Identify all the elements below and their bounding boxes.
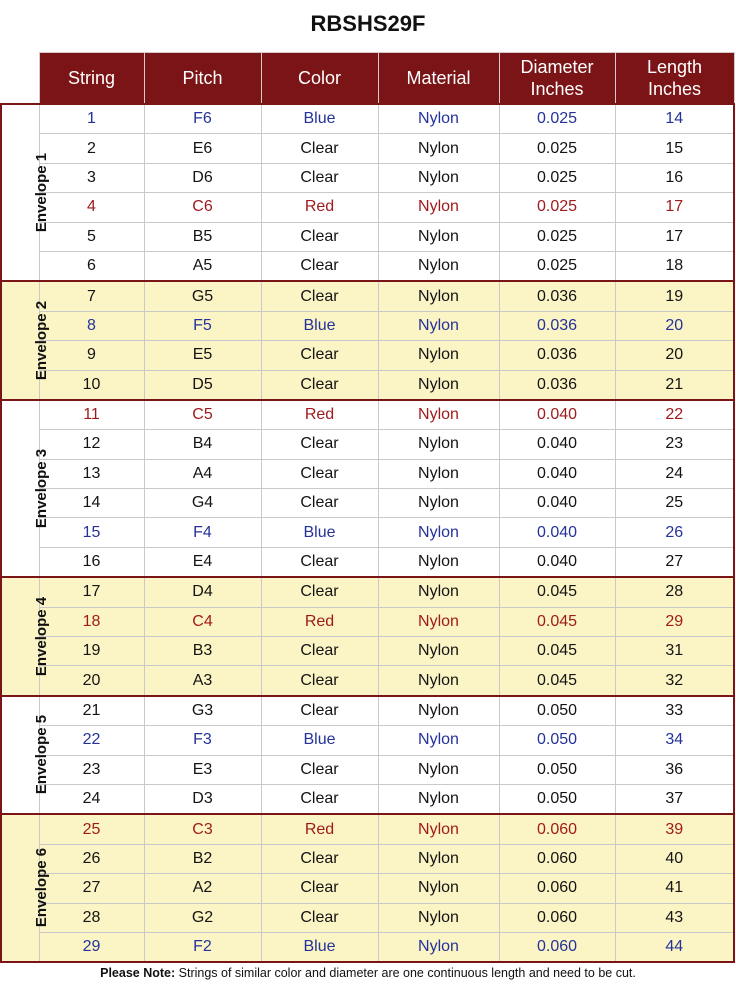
envelope-label: Envelope 6 bbox=[33, 848, 51, 928]
cell-color: Blue bbox=[261, 518, 378, 547]
cell-material: Nylon bbox=[378, 844, 499, 873]
header-string: String bbox=[39, 53, 144, 105]
header-diameter bbox=[499, 53, 615, 105]
cell-material: Nylon bbox=[378, 932, 499, 962]
cell-diameter: 0.040 bbox=[499, 459, 615, 488]
header-color: Color bbox=[261, 53, 378, 105]
header-row bbox=[1, 53, 734, 105]
cell-color: Clear bbox=[261, 696, 378, 726]
cell-length: 23 bbox=[615, 430, 734, 459]
cell-pitch: C3 bbox=[144, 814, 261, 844]
cell-color: Clear bbox=[261, 370, 378, 400]
cell-length: 26 bbox=[615, 518, 734, 547]
cell-string: 3 bbox=[39, 163, 144, 192]
cell-pitch: D6 bbox=[144, 163, 261, 192]
cell-material: Nylon bbox=[378, 193, 499, 222]
cell-length: 17 bbox=[615, 222, 734, 251]
cell-pitch: G4 bbox=[144, 489, 261, 518]
header-pitch: Pitch bbox=[144, 53, 261, 105]
cell-string: 2 bbox=[39, 134, 144, 163]
envelope-group-label bbox=[1, 281, 51, 400]
cell-length: 28 bbox=[615, 577, 734, 607]
envelope-group-label bbox=[1, 104, 51, 281]
cell-color: Red bbox=[261, 814, 378, 844]
cell-diameter: 0.025 bbox=[499, 134, 615, 163]
cell-diameter: 0.060 bbox=[499, 903, 615, 932]
header-diameter-line1: Diameter bbox=[520, 57, 594, 77]
cell-color: Clear bbox=[261, 341, 378, 370]
table-row bbox=[1, 400, 734, 430]
envelope-group-label bbox=[1, 400, 51, 577]
cell-diameter: 0.040 bbox=[499, 489, 615, 518]
cell-length: 20 bbox=[615, 341, 734, 370]
cell-material: Nylon bbox=[378, 874, 499, 903]
cell-length: 16 bbox=[615, 163, 734, 192]
envelope-group-label bbox=[1, 696, 51, 815]
cell-color: Clear bbox=[261, 459, 378, 488]
cell-length: 34 bbox=[615, 726, 734, 755]
cell-pitch: F6 bbox=[144, 104, 261, 134]
cell-pitch: F3 bbox=[144, 726, 261, 755]
cell-string: 6 bbox=[39, 251, 144, 281]
cell-string: 16 bbox=[39, 547, 144, 577]
cell-color: Clear bbox=[261, 844, 378, 873]
cell-diameter: 0.025 bbox=[499, 193, 615, 222]
cell-pitch: B5 bbox=[144, 222, 261, 251]
table-row bbox=[1, 547, 734, 577]
cell-length: 14 bbox=[615, 104, 734, 134]
cell-diameter: 0.045 bbox=[499, 607, 615, 636]
cell-pitch: A3 bbox=[144, 666, 261, 696]
cell-color: Clear bbox=[261, 547, 378, 577]
cell-diameter: 0.045 bbox=[499, 637, 615, 666]
table-row bbox=[1, 193, 734, 222]
cell-color: Clear bbox=[261, 903, 378, 932]
header-diameter-line2: Inches bbox=[530, 79, 584, 99]
cell-material: Nylon bbox=[378, 104, 499, 134]
cell-diameter: 0.025 bbox=[499, 251, 615, 281]
cell-pitch: F5 bbox=[144, 311, 261, 340]
cell-pitch: E6 bbox=[144, 134, 261, 163]
cell-diameter: 0.025 bbox=[499, 163, 615, 192]
footnote-lead: Please Note: bbox=[100, 966, 176, 980]
table-row bbox=[1, 755, 734, 784]
table-row bbox=[1, 844, 734, 873]
cell-material: Nylon bbox=[378, 311, 499, 340]
cell-color: Clear bbox=[261, 577, 378, 607]
cell-pitch: B3 bbox=[144, 637, 261, 666]
cell-color: Clear bbox=[261, 666, 378, 696]
cell-material: Nylon bbox=[378, 341, 499, 370]
cell-pitch: C6 bbox=[144, 193, 261, 222]
cell-pitch: D5 bbox=[144, 370, 261, 400]
table-row bbox=[1, 163, 734, 192]
cell-length: 25 bbox=[615, 489, 734, 518]
cell-length: 44 bbox=[615, 932, 734, 962]
cell-string: 25 bbox=[39, 814, 144, 844]
header-length-line2: Inches bbox=[647, 79, 702, 99]
cell-diameter: 0.036 bbox=[499, 370, 615, 400]
cell-length: 36 bbox=[615, 755, 734, 784]
string-chart bbox=[0, 52, 733, 963]
table-row bbox=[1, 932, 734, 962]
cell-diameter: 0.050 bbox=[499, 696, 615, 726]
cell-string: 23 bbox=[39, 755, 144, 784]
cell-color: Clear bbox=[261, 430, 378, 459]
envelope-group-label bbox=[1, 814, 51, 962]
cell-string: 18 bbox=[39, 607, 144, 636]
cell-material: Nylon bbox=[378, 696, 499, 726]
table-row bbox=[1, 430, 734, 459]
cell-color: Clear bbox=[261, 489, 378, 518]
header-length bbox=[615, 53, 734, 105]
cell-color: Red bbox=[261, 400, 378, 430]
cell-length: 37 bbox=[615, 784, 734, 814]
cell-material: Nylon bbox=[378, 637, 499, 666]
cell-diameter: 0.050 bbox=[499, 755, 615, 784]
cell-material: Nylon bbox=[378, 814, 499, 844]
table-row bbox=[1, 726, 734, 755]
cell-diameter: 0.036 bbox=[499, 281, 615, 311]
table-row bbox=[1, 251, 734, 281]
cell-pitch: D3 bbox=[144, 784, 261, 814]
cell-string: 17 bbox=[39, 577, 144, 607]
footnote-text: Strings of similar color and diameter are one continuous length and need to be cut. bbox=[175, 966, 636, 980]
cell-material: Nylon bbox=[378, 251, 499, 281]
cell-string: 5 bbox=[39, 222, 144, 251]
envelope-label: Envelope 1 bbox=[33, 152, 51, 232]
table-row bbox=[1, 222, 734, 251]
cell-length: 32 bbox=[615, 666, 734, 696]
table-row bbox=[1, 874, 734, 903]
cell-diameter: 0.045 bbox=[499, 666, 615, 696]
cell-pitch: E3 bbox=[144, 755, 261, 784]
cell-string: 8 bbox=[39, 311, 144, 340]
cell-string: 24 bbox=[39, 784, 144, 814]
cell-diameter: 0.060 bbox=[499, 844, 615, 873]
cell-diameter: 0.036 bbox=[499, 341, 615, 370]
envelope-label: Envelope 5 bbox=[33, 714, 51, 795]
cell-material: Nylon bbox=[378, 903, 499, 932]
cell-string: 11 bbox=[39, 400, 144, 430]
cell-pitch: F2 bbox=[144, 932, 261, 962]
table-row bbox=[1, 104, 734, 134]
cell-diameter: 0.060 bbox=[499, 932, 615, 962]
cell-color: Clear bbox=[261, 134, 378, 163]
cell-color: Blue bbox=[261, 311, 378, 340]
cell-string: 1 bbox=[39, 104, 144, 134]
header-length-line1: Length bbox=[646, 57, 703, 77]
cell-length: 20 bbox=[615, 311, 734, 340]
page-title: RBSHS29F bbox=[310, 11, 426, 36]
table-row bbox=[1, 637, 734, 666]
table-row bbox=[1, 666, 734, 696]
cell-length: 39 bbox=[615, 814, 734, 844]
cell-material: Nylon bbox=[378, 577, 499, 607]
cell-length: 21 bbox=[615, 370, 734, 400]
cell-material: Nylon bbox=[378, 134, 499, 163]
header-corner bbox=[1, 53, 39, 105]
cell-diameter: 0.060 bbox=[499, 874, 615, 903]
table-row bbox=[1, 518, 734, 547]
cell-length: 29 bbox=[615, 607, 734, 636]
string-table bbox=[0, 52, 735, 963]
cell-pitch: G3 bbox=[144, 696, 261, 726]
cell-string: 20 bbox=[39, 666, 144, 696]
cell-diameter: 0.060 bbox=[499, 814, 615, 844]
cell-color: Clear bbox=[261, 222, 378, 251]
table-row bbox=[1, 784, 734, 814]
table-row bbox=[1, 489, 734, 518]
table-row bbox=[1, 281, 734, 311]
cell-string: 27 bbox=[39, 874, 144, 903]
cell-pitch: A4 bbox=[144, 459, 261, 488]
cell-length: 27 bbox=[615, 547, 734, 577]
cell-material: Nylon bbox=[378, 222, 499, 251]
cell-length: 33 bbox=[615, 696, 734, 726]
cell-diameter: 0.045 bbox=[499, 577, 615, 607]
cell-color: Clear bbox=[261, 163, 378, 192]
table-body bbox=[1, 104, 734, 962]
cell-material: Nylon bbox=[378, 489, 499, 518]
table-row bbox=[1, 577, 734, 607]
cell-string: 28 bbox=[39, 903, 144, 932]
footnote bbox=[0, 966, 736, 980]
cell-color: Red bbox=[261, 193, 378, 222]
cell-pitch: G5 bbox=[144, 281, 261, 311]
cell-color: Blue bbox=[261, 932, 378, 962]
table-row bbox=[1, 311, 734, 340]
cell-string: 14 bbox=[39, 489, 144, 518]
cell-pitch: C5 bbox=[144, 400, 261, 430]
cell-length: 22 bbox=[615, 400, 734, 430]
cell-diameter: 0.040 bbox=[499, 547, 615, 577]
cell-material: Nylon bbox=[378, 726, 499, 755]
cell-color: Red bbox=[261, 607, 378, 636]
cell-color: Clear bbox=[261, 784, 378, 814]
cell-string: 29 bbox=[39, 932, 144, 962]
cell-string: 12 bbox=[39, 430, 144, 459]
cell-diameter: 0.036 bbox=[499, 311, 615, 340]
cell-color: Clear bbox=[261, 755, 378, 784]
cell-pitch: B2 bbox=[144, 844, 261, 873]
cell-pitch: D4 bbox=[144, 577, 261, 607]
cell-length: 31 bbox=[615, 637, 734, 666]
cell-pitch: A2 bbox=[144, 874, 261, 903]
cell-diameter: 0.040 bbox=[499, 400, 615, 430]
cell-pitch: E4 bbox=[144, 547, 261, 577]
cell-diameter: 0.040 bbox=[499, 518, 615, 547]
table-row bbox=[1, 814, 734, 844]
cell-string: 9 bbox=[39, 341, 144, 370]
table-row bbox=[1, 607, 734, 636]
cell-material: Nylon bbox=[378, 163, 499, 192]
cell-length: 17 bbox=[615, 193, 734, 222]
cell-string: 10 bbox=[39, 370, 144, 400]
table-row bbox=[1, 341, 734, 370]
cell-diameter: 0.040 bbox=[499, 430, 615, 459]
table-row bbox=[1, 903, 734, 932]
cell-material: Nylon bbox=[378, 281, 499, 311]
cell-material: Nylon bbox=[378, 607, 499, 636]
cell-pitch: G2 bbox=[144, 903, 261, 932]
cell-string: 22 bbox=[39, 726, 144, 755]
cell-material: Nylon bbox=[378, 400, 499, 430]
cell-color: Clear bbox=[261, 251, 378, 281]
table-row bbox=[1, 134, 734, 163]
cell-material: Nylon bbox=[378, 518, 499, 547]
cell-pitch: C4 bbox=[144, 607, 261, 636]
cell-length: 15 bbox=[615, 134, 734, 163]
cell-pitch: F4 bbox=[144, 518, 261, 547]
cell-material: Nylon bbox=[378, 370, 499, 400]
cell-color: Blue bbox=[261, 104, 378, 134]
envelope-group-label bbox=[1, 577, 51, 696]
cell-string: 7 bbox=[39, 281, 144, 311]
cell-pitch: B4 bbox=[144, 430, 261, 459]
cell-length: 40 bbox=[615, 844, 734, 873]
cell-diameter: 0.025 bbox=[499, 104, 615, 134]
cell-diameter: 0.025 bbox=[499, 222, 615, 251]
cell-length: 24 bbox=[615, 459, 734, 488]
cell-material: Nylon bbox=[378, 784, 499, 814]
cell-string: 19 bbox=[39, 637, 144, 666]
cell-string: 4 bbox=[39, 193, 144, 222]
header-material: Material bbox=[378, 53, 499, 105]
cell-color: Blue bbox=[261, 726, 378, 755]
cell-pitch: A5 bbox=[144, 251, 261, 281]
table-row bbox=[1, 370, 734, 400]
cell-length: 19 bbox=[615, 281, 734, 311]
cell-length: 43 bbox=[615, 903, 734, 932]
table-row bbox=[1, 459, 734, 488]
cell-string: 15 bbox=[39, 518, 144, 547]
cell-string: 21 bbox=[39, 696, 144, 726]
envelope-label: Envelope 2 bbox=[33, 300, 51, 380]
envelope-label: Envelope 4 bbox=[33, 596, 51, 676]
cell-length: 41 bbox=[615, 874, 734, 903]
envelope-label: Envelope 3 bbox=[33, 448, 51, 528]
cell-material: Nylon bbox=[378, 755, 499, 784]
cell-diameter: 0.050 bbox=[499, 784, 615, 814]
cell-string: 26 bbox=[39, 844, 144, 873]
cell-material: Nylon bbox=[378, 547, 499, 577]
cell-string: 13 bbox=[39, 459, 144, 488]
cell-diameter: 0.050 bbox=[499, 726, 615, 755]
cell-material: Nylon bbox=[378, 430, 499, 459]
cell-length: 18 bbox=[615, 251, 734, 281]
cell-pitch: E5 bbox=[144, 341, 261, 370]
cell-color: Clear bbox=[261, 874, 378, 903]
cell-material: Nylon bbox=[378, 459, 499, 488]
cell-color: Clear bbox=[261, 281, 378, 311]
table-row bbox=[1, 696, 734, 726]
cell-color: Clear bbox=[261, 637, 378, 666]
cell-material: Nylon bbox=[378, 666, 499, 696]
